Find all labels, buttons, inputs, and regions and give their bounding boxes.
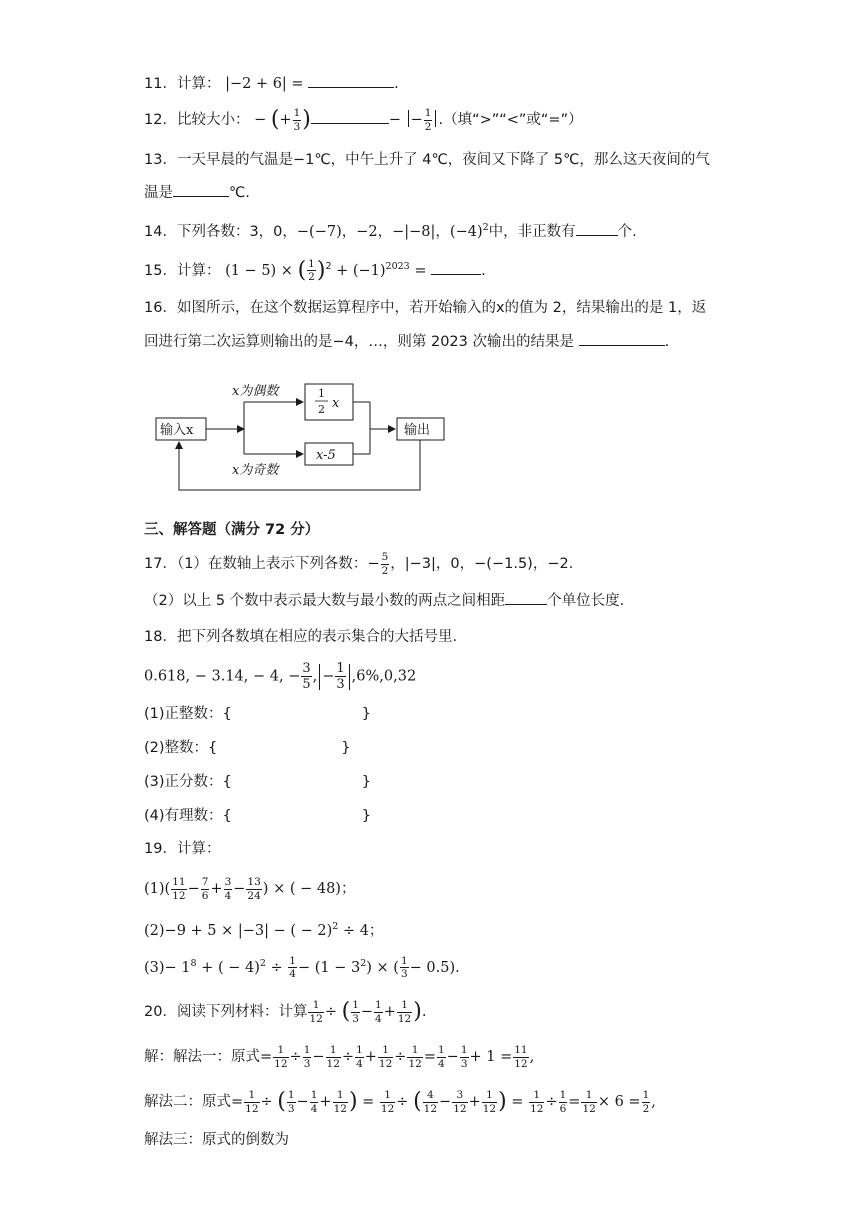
expression: |−2 + 6| = [225, 76, 309, 92]
problem-19-3: $(3)- 1^8$ + ( − 4)$^2$ ÷ $\frac{1}{4}$ − $(1 - 3^2)$ × ( $\frac{1}{3}$ − 0.5). [144, 954, 460, 981]
answer-blank[interactable] [505, 590, 547, 605]
question-number: 11． [144, 76, 177, 92]
set-positive-fractions[interactable]: (3)正分数：{ } [144, 774, 371, 790]
answer-blank[interactable] [173, 182, 229, 197]
question-17-part2: （2）以上 5 个数中表示最大数与最小数的两点之间相距 个单位长度. [144, 590, 624, 612]
question-16: 16．如图所示，在这个数据运算程序中，若开始输入的x的值为 2，结果输出的是 1，返 [144, 300, 707, 316]
set-rationals[interactable]: (4)有理数：{ } [144, 808, 371, 824]
question-12: 12．比较大小： − (+ $\frac{1}{3}$ ) − − $\frac{1}{2}$ .（填“>”“<”或“=”） [144, 107, 583, 133]
answer-blank[interactable] [431, 260, 481, 275]
question-17: 17．（1）在数轴上表示下列各数：− $\frac{5}{2}$ ，|−3|，0，−(−1.5)，−2. [144, 551, 574, 577]
question-14: 14．下列各数：3，0，−(−7)，−2，−|−8|，$(-4)^2$中，非正数有 个. [144, 222, 637, 240]
question-16-line2: 回进行第二次运算则输出的是−4，…，则第 2023 次输出的结果是 . [144, 331, 669, 353]
problem-19-2: (2)−9 + 5 × |−3| − ( − 2)$^2$ ÷ 4； [144, 921, 384, 939]
question-19: 19．计算： [144, 841, 221, 857]
method-2: 解法二：原式= $\frac{1}{12}$ ÷ ( $\frac{1}{3}$ − $\frac{1}{4}$ + $\frac{1}{12}$ ) = $\frac{1}{12}$ ÷ ( $\frac{4}{12}$ − $\frac{3}{12}$ + $\frac{1}{12}$ ) = $\frac{1}{12}$ ÷ $\frac{1}{6}$ = $\frac{1}{12}$ × 6 = $\frac{1}{2}$ , [144, 1089, 656, 1115]
svg-text:x: x [332, 396, 340, 411]
answer-blank[interactable] [311, 109, 389, 124]
number-list: 0.618, − 3.14, − 4, − $\frac{3}{5}$ , − $\frac{1}{3}$ ,6%,0,32 [144, 661, 417, 692]
set-positive-integers[interactable]: (1)正整数：{ } [144, 706, 371, 722]
answer-blank[interactable] [308, 73, 394, 88]
input-label: 输入x [160, 423, 194, 438]
set-integers[interactable]: (2)整数：{ } [144, 740, 351, 756]
question-13: 13．一天早晨的气温是−1℃，中午上升了 4℃，夜间又下降了 5℃，那么这天夜间的气 [144, 152, 710, 168]
question-20: 20．阅读下列材料：计算 $\frac{1}{12}$ ÷ ( $\frac{1}{3}$ − $\frac{1}{4}$ + $\frac{1}{12}$ ). [144, 999, 427, 1025]
problem-19-1: (1)( $\frac{11}{12}$ − $\frac{7}{6}$ + $\frac{3}{4}$ − $\frac{13}{24}$ ) × ( − 48)； [144, 876, 356, 902]
section-title: 三、解答题（满分 72 分） [144, 522, 320, 538]
even-label: x为偶数 [232, 384, 279, 399]
question-15: 15．计算： (1 − 5) × ( $\frac{1}{2}$ )$^2 + (-1)^{2023}$ = . [144, 257, 486, 284]
svg-text:1: 1 [318, 387, 325, 400]
minus-five-label: x-5 [316, 448, 336, 463]
question-13-line2: 温是 ℃. [144, 182, 250, 204]
half-box [305, 384, 353, 420]
question-11: 11．计算： |−2 + 6| = . [144, 73, 399, 95]
program-flowchart [152, 376, 452, 494]
svg-text:2: 2 [318, 403, 325, 416]
question-18: 18．把下列各数填在相应的表示集合的大括号里. [144, 629, 458, 645]
method-3: 解法三：原式的倒数为 [144, 1132, 289, 1148]
method-1: 解：解法一：原式= $\frac{1}{12}$ ÷ $\frac{1}{3}$ − $\frac{1}{12}$ ÷ $\frac{1}{4}$ + $\frac{1}{12}$ ÷ $\frac{1}{12}$ = $\frac{1}{4}$ − $\frac{1}{3}$ + 1 = $\frac{11}{12}$ , [144, 1044, 535, 1070]
answer-blank[interactable] [579, 331, 665, 346]
answer-blank[interactable] [576, 221, 618, 236]
odd-label: x为奇数 [232, 463, 279, 478]
output-label: 输出 [404, 423, 431, 438]
